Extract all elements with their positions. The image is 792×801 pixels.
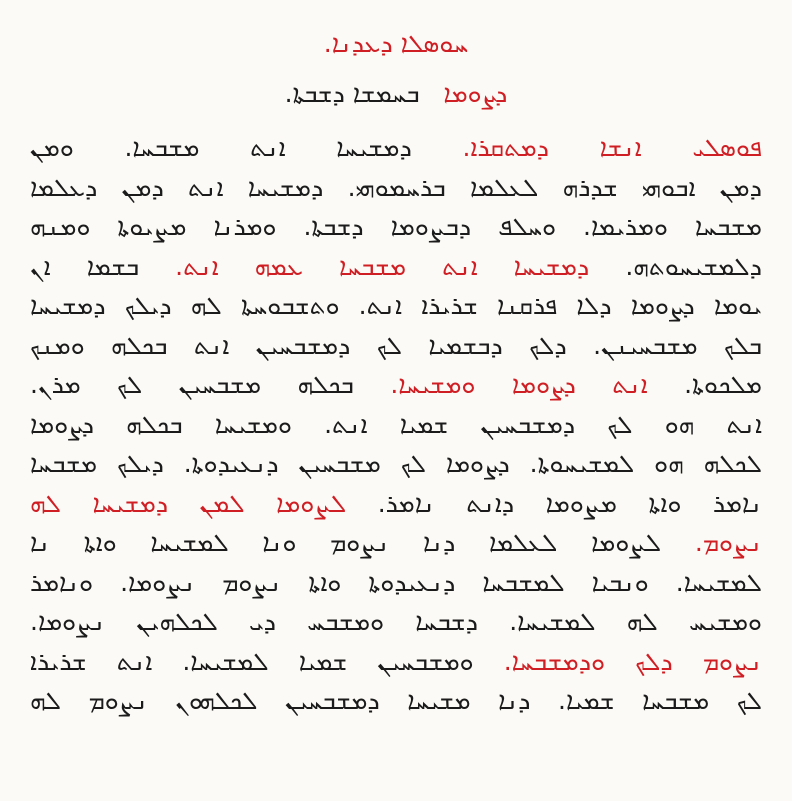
rubric-segment: ܢܨܘܡ ܕܠܟ ܘܕܡܫܒܚܐ. (503, 646, 762, 676)
text-line (30, 681, 762, 721)
rubric-segment: ܦܘܣܠܝ ܐܢܫܐ ܕܡܬܩܪܐ. (462, 133, 762, 162)
text-segment: ܡܠܟܘܬܐ. (684, 370, 762, 399)
text-segment: ܠܟ ܡܫܒܚܐ ܫܡܝܐ. ܕܢܐ ܡܫܝܚܐ ܕܡܫܒܚܝܢ ܠܟܠܗܘܢ ܢܨܘܡ ܠܗ (30, 686, 762, 715)
text-line (30, 405, 762, 445)
rubric-segment: ܕܡܫܝܚܐ ܐܢܬ ܡܫܒܚܐ ܥܡܗ ܐܢܬ. (175, 251, 590, 281)
subtitle-rubric: ܕܨܘܡܐ (443, 79, 508, 108)
text-segment: ܘܡܫܝܚ ܠܗ ܠܡܫܝܚܐ. ܕܫܒܚܐ ܘܡܫܒܚ ܕܝ ܠܟܠܗܝܢ ܢܨܘܡܐ. (30, 607, 762, 636)
title-text: ܚܘܣܠܐ ܕܥܕܢܐ. (323, 29, 469, 58)
text-segment: ܐܢܬ ܗܘ ܠܟ ܕܡܫܒܚܝܢ ܫܡܝܐ ܐܢܬ. ܘܡܫܝܚܐ ܒܟܠܗ ܕܨܘܡܐ (30, 409, 762, 439)
text-line (30, 365, 762, 405)
body-text (30, 128, 762, 721)
subtitle-text: ܒܚܡܫܐ ܕܫܒܬܐ. (284, 79, 420, 108)
text-segment: ܡܫܒܚܐ ܘܡܪܝܡܐ. ܘܚܠܦ ܕܒܨܘܡܐ ܕܫܒܬܐ. ܘܡܪܢܐ ܡܨܝܘܬܐ ܘܡܢܗ (30, 212, 762, 241)
text-segment: ܘܡܫܒܚܝܢ ܫܡܝܐ ܠܡܫܝܚܐ. ܐܢܬ ܫܪܝܪܐ (30, 646, 474, 676)
text-segment: ܒܟܠܗ ܡܫܒܚܝܢ ܠܟ ܡܪܢ. (30, 370, 354, 399)
text-line (30, 602, 762, 642)
subtitle-heading (30, 70, 762, 118)
rubric-segment: ܢܨܘܡ. (694, 528, 762, 557)
text-segment: ܒܠܟ ܡܫܒܚܝܢܢ. ܕܠܟ ܕܒܫܡܝܐ ܠܟ ܕܡܫܒܚܝܢ ܐܢܬ ܒܟܠܗ ܘܡܢܟ (30, 330, 762, 360)
text-line (30, 207, 762, 247)
text-line (30, 168, 762, 208)
text-segment: ܝܘܡܐ ܕܨܘܡܐ ܕܠܐ ܦܪܩܢܐ ܫܪܝܪܐ ܐܢܬ. ܘܬܫܒܘܚܬܐ ܠܗ ܕܝܠܟ ܕܡܫܝܚܐ (30, 291, 762, 320)
text-line (30, 563, 762, 603)
text-segment: ܒܫܡܐ ܐܢ (30, 251, 140, 281)
rubric-segment: ܠܨܘܡܐ ܠܡܢ ܕܡܫܝܚܐ ܠܗ (30, 488, 347, 518)
text-segment: ܕܡܫܝܚܐ ܐܢܬ ܡܫܒܚܐ. ܘܡܢ (30, 133, 412, 162)
text-line (30, 247, 762, 287)
text-line (30, 128, 762, 168)
text-segment: ܠܡܫܝܚܐ. ܘܢܒܝܐ ܠܡܫܒܚܐ ܕܢܥܝܕܘܬܐ ܘܐܬܐ ܢܨܘܡ ܢܨܘܡܐ. ܘܢܐܡܪ (30, 567, 762, 597)
text-segment: ܕܡܢ ܐܒܘܗܝ ܫܕܪܗ ܠܥܠܡܐ ܒܪܚܡܘܗܝ. ܕܡܫܝܚܐ ܐܢܬ ܕܡܢ ܕܥܠܡܐ (30, 172, 762, 202)
text-line (30, 286, 762, 326)
text-segment: ܕܠܡܫܝܚܘܬܗ. (625, 251, 762, 281)
text-segment: ܠܨܘܡܐ ܠܥܠܡܐ ܕܢܐ ܢܨܘܡ ܘܢܐ ܠܡܫܝܚܐ ܘܐܬܐ ܢܐ (30, 528, 662, 557)
text-line (30, 523, 762, 563)
rubric-segment: ܐܢܬ ܕܨܘܡܐ ܘܡܫܝܚܐ. (390, 370, 648, 399)
text-segment: ܠܟܠܗ ܗܘ ܠܡܫܝܚܘܬܐ. ܕܨܘܡܐ ܠܟ ܡܫܒܚܝܢ ܕܢܥܝܕܘܬܐ. ܕܝܠܟ ܡܫܒܚܐ (30, 449, 762, 478)
text-segment: ܢܐܡܪ ܘܐܬܐ ܡܨܘܡܐ ܕܐܢܬ ܢܐܡܪ. (377, 488, 762, 518)
text-line (30, 326, 762, 366)
text-line (30, 484, 762, 524)
text-line (30, 444, 762, 484)
text-line (30, 642, 762, 682)
title-heading (30, 20, 762, 68)
